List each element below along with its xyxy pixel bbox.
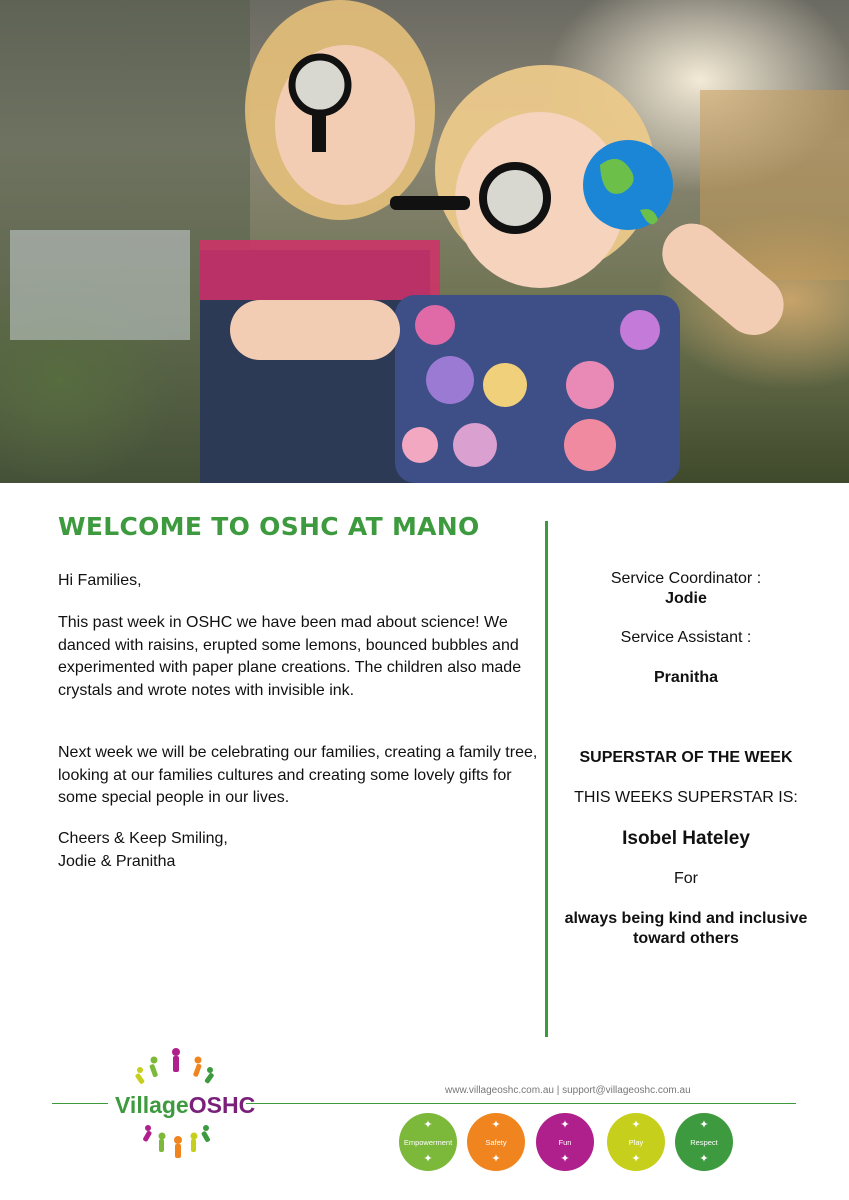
superstar-heading: SUPERSTAR OF THE WEEK [579, 749, 793, 766]
value-label: Safety [485, 1138, 507, 1147]
letter-paragraph-1: This past week in OSHC we have been mad about science! We danced with raisins, erupted some lemons, bounced bubbles and experimented with paper plane creations. The children also made crystals and wrote notes with invisible ink. [58, 614, 522, 699]
contact-line: www.villageoshc.com.au | support@villageoshc.com.au [445, 1085, 691, 1096]
logo-word-village: Village [115, 1092, 189, 1118]
column-divider [545, 521, 548, 1037]
people-icon: ✦ [631, 1153, 641, 1165]
assistant-name: Pranitha [653, 669, 718, 686]
page-title: WELCOME TO OSHC AT MANO [58, 512, 480, 541]
logo-word-oshc: OSHC [188, 1092, 256, 1118]
letter-greeting: Hi Families, [58, 572, 142, 589]
signoff-line-1: Cheers & Keep Smiling, [58, 830, 228, 847]
logo-wordmark [115, 1092, 255, 1119]
superstar-intro: THIS WEEKS SUPERSTAR IS: [574, 789, 798, 806]
value-badge-safety [467, 1113, 525, 1171]
value-label: Fun [558, 1138, 572, 1147]
superstar-name: Isobel Hateley [622, 828, 750, 849]
children-with-magnifying-glasses-illustration [0, 0, 849, 483]
people-icon: ✦ [423, 1119, 433, 1131]
people-icon: ✦ [491, 1153, 501, 1165]
value-label: Respect [690, 1138, 718, 1147]
value-badge-respect [675, 1113, 733, 1171]
superstar-reason-line-1: always being kind and inclusive [564, 910, 808, 927]
people-icon: ✦ [491, 1119, 501, 1131]
superstar-for-label: For [674, 870, 698, 887]
value-label: Play [628, 1138, 644, 1147]
assistant-label: Service Assistant : [620, 629, 752, 646]
signoff-line-2: Jodie & Pranitha [58, 852, 176, 870]
people-icon: ✦ [699, 1119, 709, 1131]
coordinator-name: Jodie [665, 590, 707, 607]
people-icon: ✦ [423, 1153, 433, 1165]
superstar-reason-line-2: toward others [633, 930, 739, 947]
people-icon: ✦ [560, 1119, 570, 1131]
letter-paragraph-2: Next week we will be celebrating our families, creating a family tree, looking at our families cultures and creating some lovely gifts for some special people in our lives. [58, 744, 538, 806]
value-badge-fun [536, 1113, 594, 1171]
coordinator-label: Service Coordinator : [610, 570, 762, 587]
letter-signoff [58, 828, 538, 873]
value-badge-play [607, 1113, 665, 1171]
people-icon: ✦ [699, 1153, 709, 1165]
people-icon: ✦ [560, 1153, 570, 1165]
value-label: Empowerment [403, 1138, 453, 1147]
hero-photo [0, 0, 849, 483]
people-icon: ✦ [631, 1119, 641, 1131]
value-badge-empowerment [399, 1113, 457, 1171]
